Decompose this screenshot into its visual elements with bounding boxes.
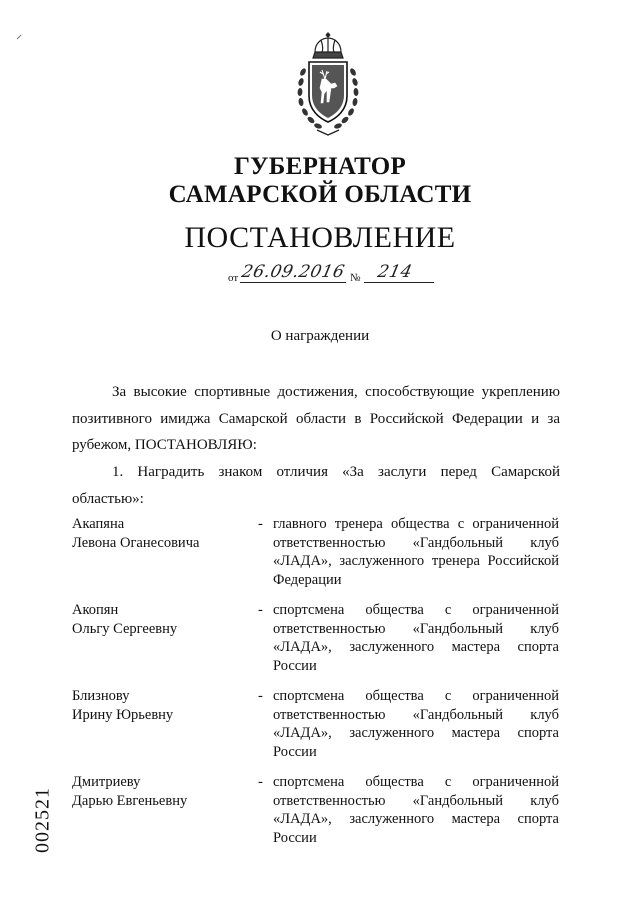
issuer-title: ГУБЕРНАТОР bbox=[233, 153, 407, 180]
awardee-description: спортсмена общества с ограниченной ответственностью «Гандбольный клуб «ЛАДА», заслуженного мастера спорта России bbox=[273, 602, 559, 674]
date-number-line bbox=[228, 262, 448, 286]
coat-of-arms-icon bbox=[293, 32, 363, 136]
awardee-name bbox=[72, 601, 252, 638]
number-label: № bbox=[350, 272, 361, 284]
date-underline bbox=[240, 282, 346, 283]
awardee-surname: Близнову bbox=[72, 688, 130, 704]
document-type: ПОСТАНОВЛЕНИЕ bbox=[184, 221, 456, 254]
awardee-dash: - bbox=[258, 774, 263, 790]
awardee-given-names: Ольгу Сергеевну bbox=[72, 620, 178, 637]
awardee-description: главного тренера общества с ограниченной ответственностью «Гандбольный клуб «ЛАДА», заслуженного тренера Российской Федерации bbox=[273, 516, 559, 588]
preamble-paragraph: За высокие спортивные достижения, способствующие укреплению позитивного имиджа Самарской области в Российской Федерации и за рубежом, ПОСТАНОВЛЯЮ: bbox=[72, 384, 560, 453]
awardee-row bbox=[72, 773, 562, 859]
awardee-row bbox=[72, 515, 562, 601]
awardee-given-names: Ирину Юрьевну bbox=[72, 706, 174, 723]
awardee-dash: - bbox=[258, 688, 263, 704]
awardee-description: спортсмена общества с ограниченной ответственностью «Гандбольный клуб «ЛАДА», заслуженного мастера спорта России bbox=[273, 688, 559, 760]
handwritten-number: 214 bbox=[375, 262, 415, 282]
awardee-surname: Дмитриеву bbox=[72, 774, 141, 790]
awardee-dash: - bbox=[258, 516, 263, 532]
number-underline bbox=[364, 282, 434, 283]
scan-mark bbox=[16, 34, 22, 40]
awardee-name bbox=[72, 515, 252, 552]
awardee-name bbox=[72, 773, 252, 810]
decision-paragraph: 1. Наградить знаком отличия «За заслуги перед Самарской областью»: bbox=[72, 464, 560, 507]
awardee-dash: - bbox=[258, 602, 263, 618]
awardee-row bbox=[72, 601, 562, 687]
document-subject: О награждении bbox=[270, 328, 370, 344]
serial-number-stamp bbox=[28, 770, 58, 870]
handwritten-date: 26.09.2016 bbox=[239, 262, 347, 282]
issuer-region: САМАРСКОЙ ОБЛАСТИ bbox=[168, 181, 472, 208]
date-from-label: от bbox=[228, 272, 239, 284]
awardee-surname: Акопян bbox=[72, 602, 119, 618]
awardee-name bbox=[72, 687, 252, 724]
awardee-given-names: Дарью Евгеньевну bbox=[72, 792, 188, 809]
awardee-given-names: Левона Оганесовича bbox=[72, 534, 200, 551]
awardee-surname: Акапяна bbox=[72, 516, 125, 532]
awardee-list bbox=[72, 515, 562, 859]
awardee-row bbox=[72, 687, 562, 773]
serial-number: 002521 bbox=[31, 787, 54, 853]
awardee-description: спортсмена общества с ограниченной ответственностью «Гандбольный клуб «ЛАДА», заслуженного мастера спорта России bbox=[273, 774, 559, 846]
